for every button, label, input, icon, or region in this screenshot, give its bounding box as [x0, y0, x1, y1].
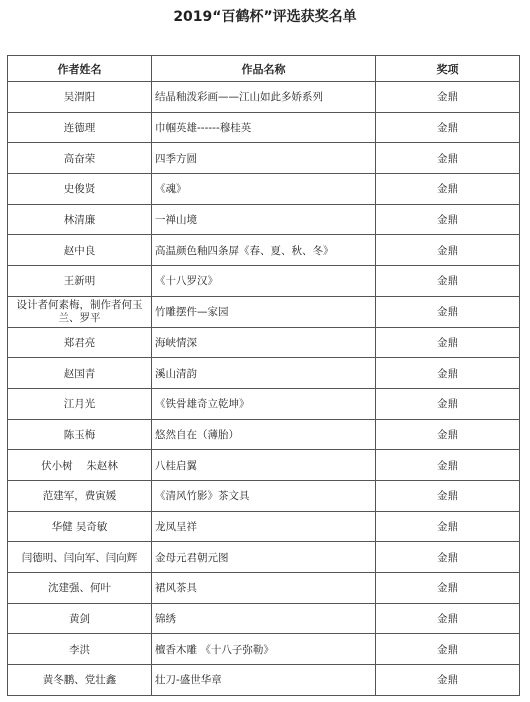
award-cell: 金鼎 [376, 174, 520, 205]
column-header-work: 作品名称 [152, 56, 376, 82]
award-cell: 金鼎 [376, 327, 520, 358]
page-title: 2019“百鹤杯”评选获奖名单 [173, 9, 357, 25]
award-cell: 金鼎 [376, 419, 520, 450]
table-row [8, 327, 520, 358]
work-cell: 高温颜色釉四条屏《春、夏、秋、冬》 [152, 235, 376, 266]
award-cell: 金鼎 [376, 480, 520, 511]
table-row [8, 665, 520, 696]
award-cell: 金鼎 [376, 82, 520, 113]
award-cell: 金鼎 [376, 296, 520, 327]
table-row [8, 542, 520, 573]
table-row [8, 603, 520, 634]
award-cell: 金鼎 [376, 665, 520, 696]
work-cell: 檀香木雕 《十八子弥勒》 [152, 634, 376, 665]
author-cell: 高奋荣 [8, 143, 152, 174]
table-row [8, 511, 520, 542]
award-cell: 金鼎 [376, 235, 520, 266]
table-row [8, 296, 520, 327]
table-row [8, 419, 520, 450]
work-cell: 悠然自在（薄胎） [152, 419, 376, 450]
award-cell: 金鼎 [376, 573, 520, 604]
work-cell: 龙凤呈祥 [152, 511, 376, 542]
work-cell: 壮刀-盛世华章 [152, 665, 376, 696]
author-cell: 吴渭阳 [8, 82, 152, 113]
column-header-author: 作者姓名 [8, 56, 152, 82]
author-cell: 赵中良 [8, 235, 152, 266]
author-cell: 江月光 [8, 388, 152, 419]
author-cell: 闫德明、闫向军、闫向辉 [8, 542, 152, 573]
work-cell: 结晶釉泼彩画——江山如此多娇系列 [152, 82, 376, 113]
award-cell: 金鼎 [376, 143, 520, 174]
column-header-award: 奖项 [376, 56, 520, 82]
award-cell: 金鼎 [376, 634, 520, 665]
table-row [8, 112, 520, 143]
author-cell: 伏小树 朱赵林 [8, 450, 152, 481]
award-cell: 金鼎 [376, 542, 520, 573]
table-body [8, 82, 520, 696]
award-table [7, 55, 520, 696]
table-row [8, 235, 520, 266]
work-cell: 《魂》 [152, 174, 376, 205]
table-row [8, 634, 520, 665]
work-cell: 一禅山境 [152, 204, 376, 235]
author-cell: 郑君亮 [8, 327, 152, 358]
table-row [8, 204, 520, 235]
author-cell: 连德理 [8, 112, 152, 143]
author-cell: 黄冬鹏、党壮鑫 [8, 665, 152, 696]
award-cell: 金鼎 [376, 603, 520, 634]
work-cell: 裙风茶具 [152, 573, 376, 604]
work-cell: 竹雕摆件—家园 [152, 296, 376, 327]
table-row [8, 480, 520, 511]
award-cell: 金鼎 [376, 511, 520, 542]
table-row [8, 174, 520, 205]
author-cell: 设计者何素梅，制作者何玉兰、罗平 [8, 296, 152, 327]
author-cell: 史俊贤 [8, 174, 152, 205]
award-cell: 金鼎 [376, 450, 520, 481]
work-cell: 《铁骨雄奇立乾坤》 [152, 388, 376, 419]
author-cell: 沈建强、何叶 [8, 573, 152, 604]
table-header-row [8, 56, 520, 82]
award-cell: 金鼎 [376, 388, 520, 419]
work-cell: 《十八罗汉》 [152, 266, 376, 297]
author-cell: 赵国青 [8, 358, 152, 389]
award-cell: 金鼎 [376, 112, 520, 143]
table-row [8, 388, 520, 419]
table-row [8, 358, 520, 389]
work-cell: 溪山清韵 [152, 358, 376, 389]
author-cell: 陈玉梅 [8, 419, 152, 450]
author-cell: 李洪 [8, 634, 152, 665]
work-cell: 八桂启翼 [152, 450, 376, 481]
work-cell: 巾帼英雄------穆桂英 [152, 112, 376, 143]
author-cell: 林清廉 [8, 204, 152, 235]
table-row [8, 143, 520, 174]
award-cell: 金鼎 [376, 204, 520, 235]
table-row [8, 573, 520, 604]
table-row [8, 82, 520, 113]
award-cell: 金鼎 [376, 358, 520, 389]
work-cell: 海峡情深 [152, 327, 376, 358]
work-cell: 金母元君朝元图 [152, 542, 376, 573]
award-cell: 金鼎 [376, 266, 520, 297]
table-row [8, 450, 520, 481]
work-cell: 《清风竹影》茶文具 [152, 480, 376, 511]
author-cell: 范建军，费寅媛 [8, 480, 152, 511]
author-cell: 王新明 [8, 266, 152, 297]
work-cell: 四季方圆 [152, 143, 376, 174]
author-cell: 华健 吴奇敏 [8, 511, 152, 542]
work-cell: 锦绣 [152, 603, 376, 634]
table-row [8, 266, 520, 297]
author-cell: 黄剑 [8, 603, 152, 634]
